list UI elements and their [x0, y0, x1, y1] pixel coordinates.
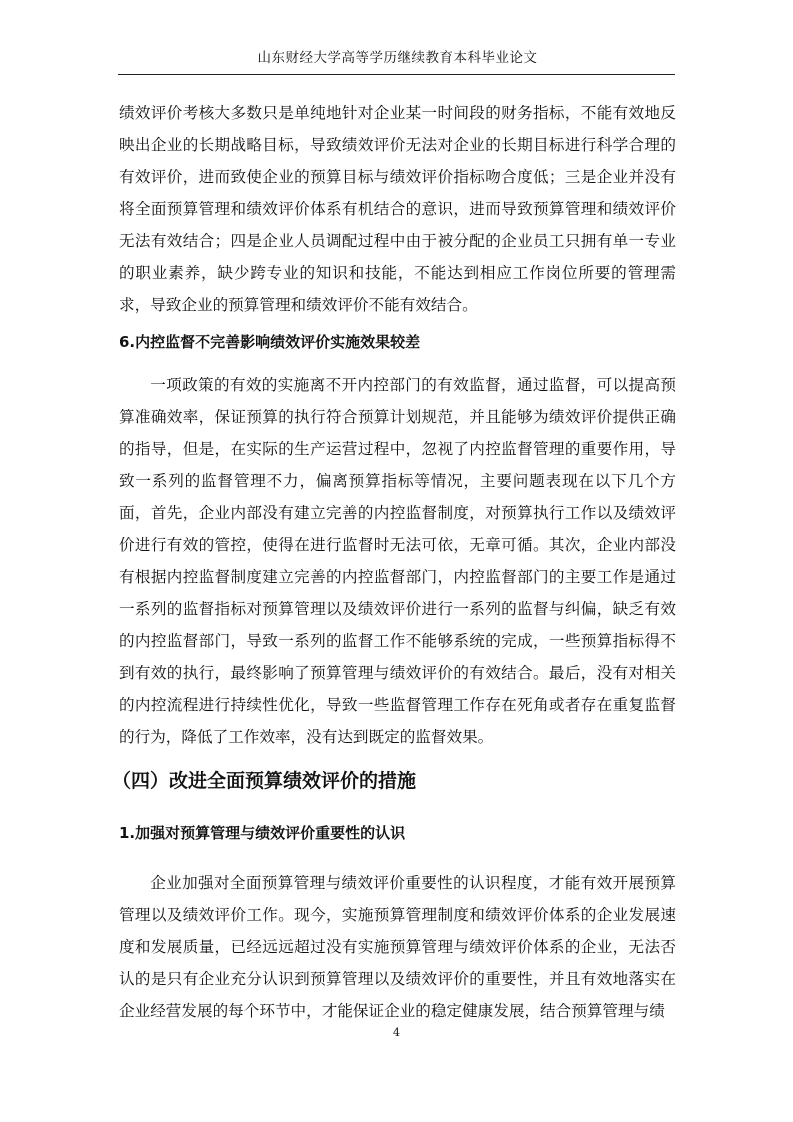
section-heading-measures: （四）改进全面预算绩效评价的措施 [112, 770, 417, 792]
subheading-strengthen-awareness: 1.加强对预算管理与绩效评价重要性的认识 [119, 824, 406, 842]
page-number: 4 [393, 1026, 400, 1039]
body-paragraph-strengthen-awareness: 企业加强对全面预算管理与绩效评价重要性的认识程度，才能有效开展预算管理以及绩效评价工作。现今，实施预算管理制度和绩效评价体系的企业发展速度和发展质量，已经远远超过没有实施预算管理与绩效评价体系的企业，无法否认的是只有企业充分认识到预算管理以及绩效评价的重要性，并且有效地落实在企业经营发展的每个环节中，才能保证企业的稳定健康发展，结合预算管理与绩 [119, 874, 676, 1020]
body-paragraph-continued: 绩效评价考核大多数只是单纯地针对企业某一时间段的财务指标，不能有效地反映出企业的长期战略目标，导致绩效评价无法对企业的长期目标进行科学合理的有效评价，进而致使企业的预算目标与绩效评价指标吻合度低；三是企业并没有将全面预算管理和绩效评价体系有机结合的意识，进而导致预算管理和绩效评价无法有效结合；四是企业人员调配过程中由于被分配的企业员工只拥有单一专业的职业素养，缺少跨专业的知识和技能，不能达到相应工作岗位所要的管理需求，导致企业的预算管理和绩效评价不能有效结合。 [119, 104, 676, 314]
header-rule [118, 74, 675, 75]
body-paragraph-internal-control: 一项政策的有效的实施离不开内控部门的有效监督，通过监督，可以提高预算准确效率，保证预算的执行符合预算计划规范，并且能够为绩效评价提供正确的指导，但是，在实际的生产运营过程中，忽视了内控监督管理的重要作用，导致一系列的监督管理不力，偏离预算指标等情况，主要问题表现在以下几个方面，首先，企业内部没有建立完善的内控监督制度，对预算执行工作以及绩效评价进行有效的管控，使得在进行监督时无法可依，无章可循。其次，企业内部没有根据内控监督制度建立完善的内控监督部门，内控监督部门的主要工作是通过一系列的监督指标对预算管理以及绩效评价进行一系列的监督与纠偏，缺乏有效的内控监督部门，导致一系列的监督工作不能够系统的完成，一些预算指标得不到有效的执行，最终影响了预算管理与绩效评价的有效结合。最后，没有对相关的内控流程进行持续性优化，导致一些监督管理工作存在死角或者存在重复监督的行为，降低了工作效率，没有达到既定的监督效果。 [119, 376, 676, 746]
subheading-internal-control: 6.内控监督不完善影响绩效评价实施效果较差 [119, 333, 421, 351]
running-header: 山东财经大学高等学历继续教育本科毕业论文 [257, 50, 538, 66]
